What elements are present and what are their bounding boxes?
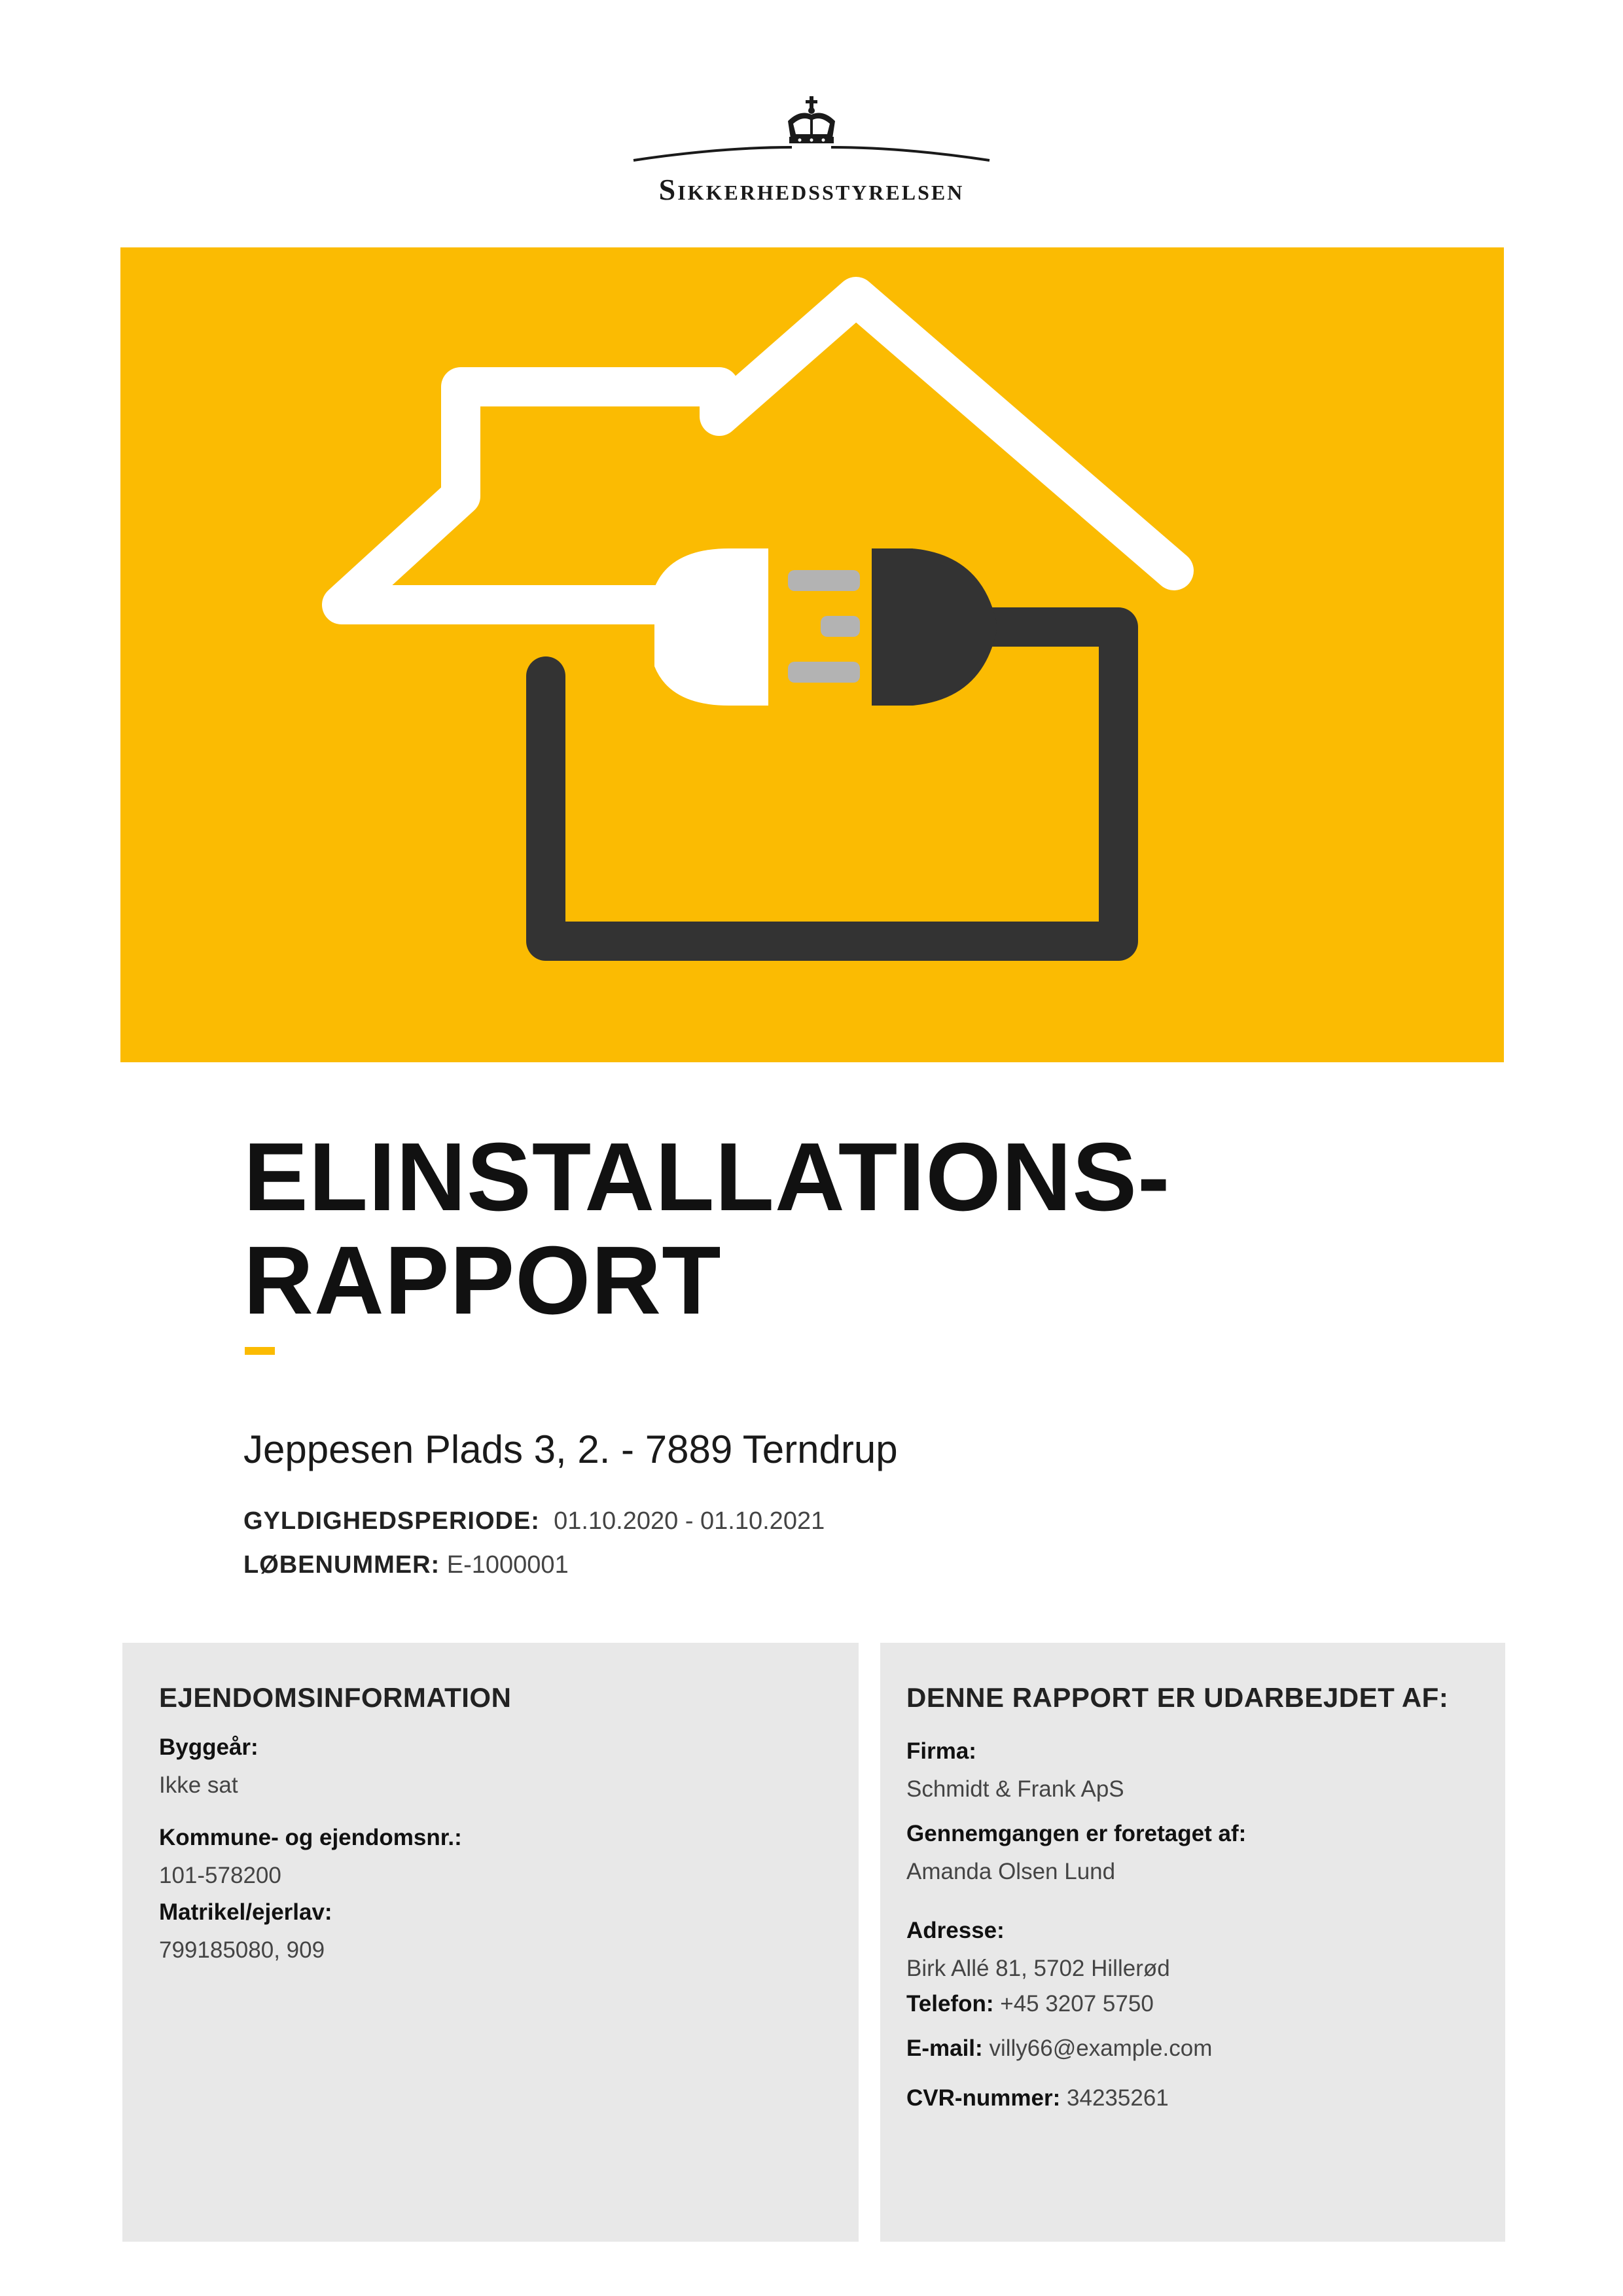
- hero-banner: [120, 247, 1504, 1062]
- author-heading: DENNE RAPPORT ER UDARBEJDET AF:: [906, 1682, 1449, 1713]
- author-info-panel: [880, 1643, 1505, 2242]
- property-heading: EJENDOMSINFORMATION: [159, 1682, 512, 1713]
- title-line-1: ELINSTALLATIONS-: [243, 1123, 1171, 1231]
- author-address-value: Birk Allé 81, 5702 Hillerød: [906, 1956, 1170, 1981]
- house-plug-icon: [120, 247, 1504, 1062]
- page-title: [243, 1123, 1421, 1335]
- crown-icon: [628, 95, 995, 173]
- author-address-label: Adresse:: [906, 1918, 1005, 1943]
- inspector-value: Amanda Olsen Lund: [906, 1859, 1116, 1884]
- municipality-label: Kommune- og ejendomsnr.:: [159, 1825, 462, 1850]
- title-underline: [245, 1347, 275, 1355]
- email-label: E-mail:: [906, 2036, 983, 2061]
- serial-value: E-1000001: [446, 1551, 569, 1579]
- validity-label: GYLDIGHEDSPERIODE:: [243, 1507, 540, 1535]
- serial-label: LØBENUMMER:: [243, 1551, 440, 1579]
- cvr-label: CVR-nummer:: [906, 2085, 1061, 2111]
- property-info-panel: [122, 1643, 859, 2242]
- phone-row: [906, 1991, 1154, 2017]
- cvr-value: 34235261: [1067, 2085, 1169, 2111]
- validity-row: [243, 1507, 825, 1535]
- build-year-value: Ikke sat: [159, 1772, 238, 1798]
- municipality-value: 101-578200: [159, 1863, 281, 1888]
- serial-row: [243, 1551, 569, 1579]
- cadastre-value: 799185080, 909: [159, 1937, 325, 1963]
- cvr-row: [906, 2085, 1169, 2111]
- phone-label: Telefon:: [906, 1991, 994, 2017]
- logo-text: Sikkerhedsstyrelsen: [658, 173, 965, 206]
- property-address: Jeppesen Plads 3, 2. - 7889 Terndrup: [243, 1427, 898, 1471]
- phone-value: +45 3207 5750: [1000, 1991, 1154, 2017]
- email-row: [906, 2036, 1212, 2062]
- title-line-2: RAPPORT: [243, 1227, 722, 1335]
- email-value: villy66@example.com: [989, 2036, 1213, 2061]
- logo: [628, 95, 995, 213]
- cadastre-label: Matrikel/ejerlav:: [159, 1899, 332, 1925]
- company-label: Firma:: [906, 1738, 976, 1764]
- company-value: Schmidt & Frank ApS: [906, 1776, 1124, 1802]
- validity-value: 01.10.2020 - 01.10.2021: [554, 1507, 825, 1535]
- inspector-label: Gennemgangen er foretaget af:: [906, 1821, 1247, 1846]
- build-year-label: Byggeår:: [159, 1734, 259, 1760]
